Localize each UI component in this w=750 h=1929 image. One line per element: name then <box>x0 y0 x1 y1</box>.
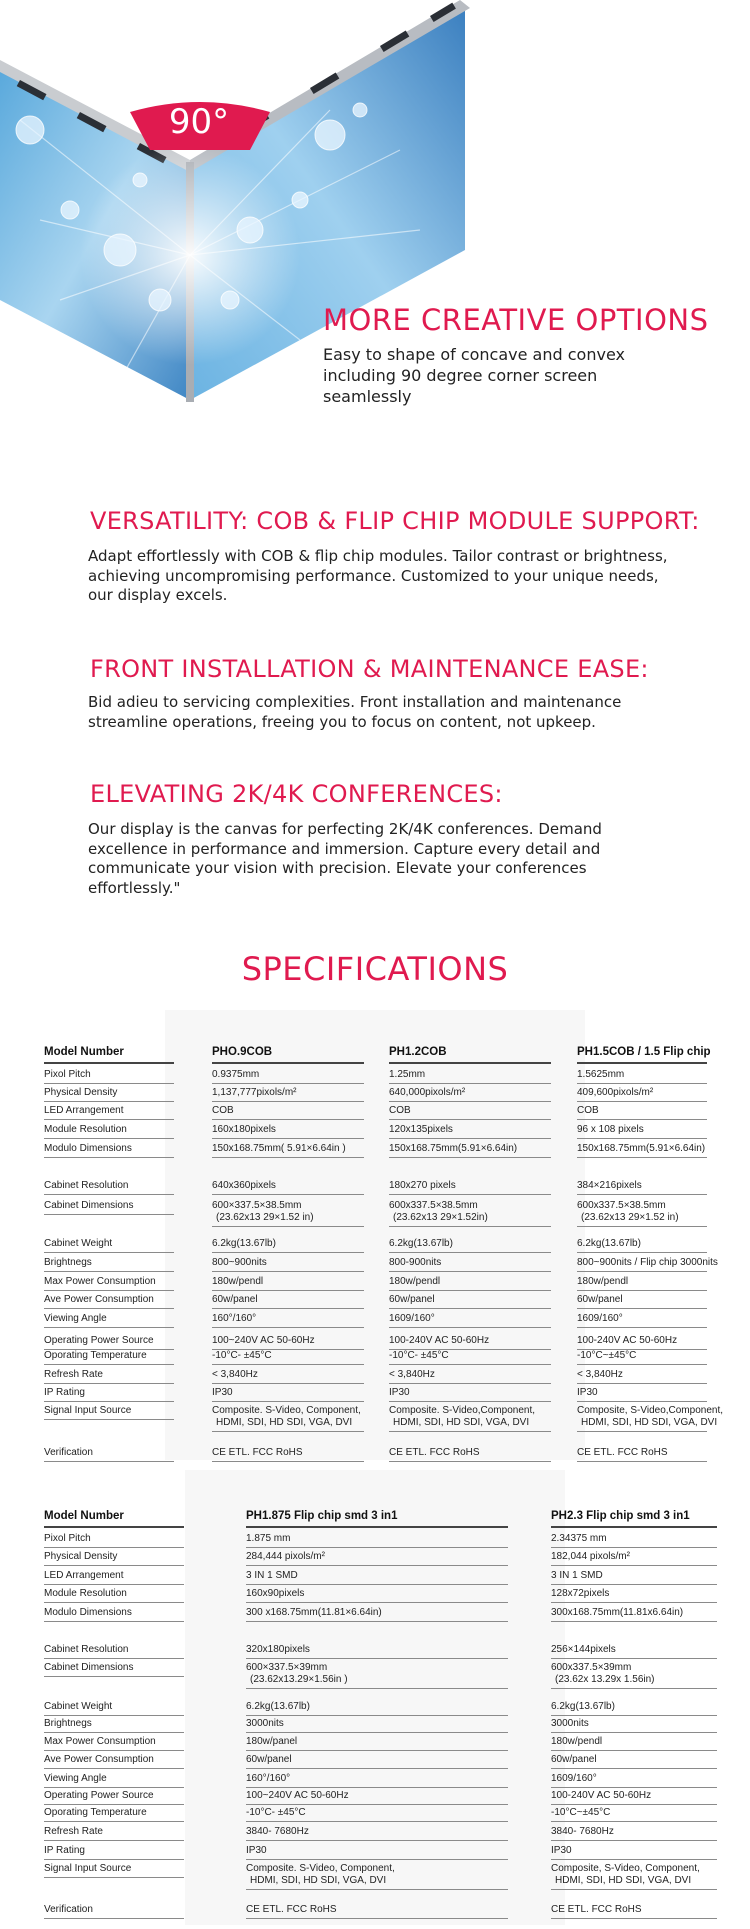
row-rule <box>246 1768 508 1769</box>
row-rule <box>44 1565 184 1566</box>
spec-label: LED Arrangement <box>44 1105 124 1116</box>
spec-value: 1609/160° <box>577 1313 623 1324</box>
spec-label: LED Arrangement <box>44 1570 124 1581</box>
row-rule <box>212 1157 364 1158</box>
spec-value: 6.2kg(13.67lb) <box>246 1701 310 1712</box>
row-rule <box>577 1383 707 1384</box>
spec-label: Cabinet Dimensions <box>44 1200 134 1211</box>
spec-value: 2.34375 mm <box>551 1533 607 1544</box>
row-rule <box>389 1252 551 1253</box>
spec-value: 800-900nits <box>389 1257 442 1268</box>
hero-title: MORE CREATIVE OPTIONS <box>323 303 709 337</box>
spec-value: 0.9375mm <box>212 1069 260 1080</box>
section-body-versatility: Adapt effortlessly with COB & flip chip modules. Tailor contrast or brightness, achieving uncompromising performance. Customized to your unique needs, our display excels. <box>88 547 668 604</box>
row-rule <box>212 1327 364 1328</box>
spec-table-background <box>185 1470 565 1925</box>
spec-value: 256×144pixels <box>551 1644 616 1655</box>
row-rule <box>44 1290 174 1291</box>
spec-value: CE ETL. FCC RoHS <box>246 1904 337 1915</box>
model-header-ph1-875-flip-chip-smd-3-in1: PH1.875 Flip chip smd 3 in1 <box>246 1510 398 1522</box>
row-rule <box>246 1658 508 1659</box>
spec-value: IP30 <box>577 1387 598 1398</box>
row-rule <box>44 1676 184 1677</box>
spec-value: 150x168.75mm(5.91×6.64in) <box>577 1143 706 1154</box>
spec-value: 96 x 108 pixels <box>577 1124 644 1135</box>
spec-value: (23.62x13.29×1.56in ) <box>250 1674 348 1685</box>
spec-value: 60w/panel <box>389 1294 435 1305</box>
model-number-header: Model Number <box>44 1510 124 1522</box>
row-rule <box>44 1715 184 1716</box>
spec-value: HDMI, SDI, HD SDI, VGA, DVI <box>393 1417 530 1428</box>
spec-value: 300x168.75mm(11.81x6.64in) <box>551 1607 684 1618</box>
spec-value: < 3,840Hz <box>212 1369 258 1380</box>
row-rule <box>212 1461 364 1462</box>
row-rule <box>389 1194 551 1195</box>
spec-label: Physical Density <box>44 1551 118 1562</box>
row-rule <box>389 1271 551 1272</box>
spec-value: 3000nits <box>246 1718 284 1729</box>
hero-section <box>0 0 750 420</box>
spec-value: 1.875 mm <box>246 1533 291 1544</box>
row-rule <box>577 1271 707 1272</box>
row-rule <box>44 1621 184 1622</box>
spec-value: 1609/160° <box>389 1313 435 1324</box>
row-rule <box>246 1584 508 1585</box>
spec-value: 600×337.5×39mm <box>246 1662 328 1673</box>
row-rule <box>551 1658 717 1659</box>
row-rule <box>551 1584 717 1585</box>
spec-value: 1.25mm <box>389 1069 426 1080</box>
spec-value: 3840- 7680Hz <box>551 1826 614 1837</box>
hero-description: Easy to shape of concave and convex including 90 degree corner screen seamlessly <box>323 345 625 406</box>
row-rule <box>44 1859 184 1860</box>
specifications-title: SPECIFICATIONS <box>241 950 509 988</box>
spec-value: CE ETL. FCC RoHS <box>577 1447 668 1458</box>
row-rule <box>577 1138 707 1139</box>
row-rule <box>246 1859 508 1860</box>
row-rule <box>44 1214 174 1215</box>
row-rule <box>44 1750 184 1751</box>
spec-value: 100-240V AC 50-60Hz <box>389 1335 490 1346</box>
row-rule <box>389 1157 551 1158</box>
spec-value: -10°C- ±45°C <box>246 1807 306 1818</box>
spec-value: 409,600pixols/m² <box>577 1087 654 1098</box>
spec-label: IP Rating <box>44 1845 85 1856</box>
spec-value: IP30 <box>246 1845 267 1856</box>
spec-label: Modulo Dimensions <box>44 1607 132 1618</box>
row-rule <box>551 1547 717 1548</box>
row-rule <box>577 1461 707 1462</box>
row-rule <box>389 1083 551 1084</box>
row-rule <box>246 1750 508 1751</box>
row-rule <box>577 1101 707 1102</box>
spec-label: Cabinet Resolution <box>44 1644 129 1655</box>
header-rule <box>44 1062 174 1064</box>
spec-value: -10°C~±45°C <box>577 1350 637 1361</box>
row-rule <box>389 1364 551 1365</box>
spec-value: 60w/panel <box>246 1754 292 1765</box>
header-rule <box>44 1526 184 1528</box>
row-rule <box>577 1252 707 1253</box>
spec-value: 640,000pixols/m² <box>389 1087 466 1098</box>
row-rule <box>44 1732 184 1733</box>
row-rule <box>44 1584 184 1585</box>
row-rule <box>389 1226 551 1227</box>
spec-value: 1.5625mm <box>577 1069 625 1080</box>
spec-value: 6.2kg(13.67lb) <box>577 1238 641 1249</box>
spec-label: Signal Input Source <box>44 1863 132 1874</box>
row-rule <box>212 1431 364 1432</box>
spec-value: 150x168.75mm( 5.91×6.64in ) <box>212 1143 346 1154</box>
spec-value: 800~900nits / Flip chip 3000nits <box>577 1257 718 1268</box>
row-rule <box>551 1787 717 1788</box>
spec-value: 384×216pixels <box>577 1180 642 1191</box>
spec-value: 60w/panel <box>577 1294 623 1305</box>
spec-value: CE ETL. FCC RoHS <box>212 1447 303 1458</box>
spec-value: 150x168.75mm(5.91×6.64in) <box>389 1143 518 1154</box>
spec-value: 3 IN 1 SMD <box>551 1570 603 1581</box>
row-rule <box>577 1308 707 1309</box>
spec-value: 180w/panel <box>246 1736 298 1747</box>
spec-label: Verification <box>44 1447 93 1458</box>
spec-label: Oporating Temperature <box>44 1807 147 1818</box>
spec-label: Oporating Temperature <box>44 1350 147 1361</box>
section-title-conferences: ELEVATING 2K/4K CONFERENCES: <box>90 780 503 808</box>
spec-value: 180w/pendl <box>389 1276 441 1287</box>
row-rule <box>246 1732 508 1733</box>
row-rule <box>389 1290 551 1291</box>
spec-value: 120x135pixels <box>389 1124 453 1135</box>
row-rule <box>212 1138 364 1139</box>
spec-value: Composite. S-Video, Component, <box>246 1863 395 1874</box>
row-rule <box>577 1083 707 1084</box>
spec-label: Modulo Dimensions <box>44 1143 132 1154</box>
row-rule <box>44 1840 184 1841</box>
spec-value: 640x360pixels <box>212 1180 276 1191</box>
spec-value: (23.62x13 29×1.52in) <box>393 1212 488 1223</box>
row-rule <box>44 1327 174 1328</box>
row-rule <box>44 1787 184 1788</box>
row-rule <box>212 1271 364 1272</box>
spec-value: 180w/pendl <box>551 1736 603 1747</box>
row-rule <box>551 1859 717 1860</box>
spec-value: 600x337.5×38.5mm <box>389 1200 478 1211</box>
spec-label: Cabinet Weight <box>44 1238 113 1249</box>
angle-badge: 90° <box>168 102 230 142</box>
spec-value: 128x72pixels <box>551 1588 610 1599</box>
row-rule <box>246 1804 508 1805</box>
spec-value: HDMI, SDI, HD SDI, VGA, DVI <box>216 1417 353 1428</box>
row-rule <box>551 1768 717 1769</box>
row-rule <box>44 1119 174 1120</box>
spec-value: IP30 <box>212 1387 233 1398</box>
spec-value: 100-240V AC 50-60Hz <box>577 1335 678 1346</box>
row-rule <box>246 1621 508 1622</box>
spec-value: 160x90pixels <box>246 1588 305 1599</box>
spec-value: 6.2kg(13.67lb) <box>551 1701 615 1712</box>
row-rule <box>577 1119 707 1120</box>
row-rule <box>577 1290 707 1291</box>
spec-value: 180w/pendl <box>577 1276 629 1287</box>
spec-value: CE ETL. FCC RoHS <box>551 1904 642 1915</box>
section-body-conferences: Our display is the canvas for perfecting 2K/4K conferences. Demand excellence in performance and immersion. Capture every detail and communicate your vision with precision. Elevate your conferences effortlessly." <box>88 820 602 897</box>
spec-value: 182,044 pixols/m² <box>551 1551 630 1562</box>
spec-value: (23.62x13 29×1.52 in) <box>581 1212 679 1223</box>
row-rule <box>551 1804 717 1805</box>
row-rule <box>551 1732 717 1733</box>
row-rule <box>44 1138 174 1139</box>
spec-value: 600x337.5×38.5mm <box>577 1200 666 1211</box>
row-rule <box>44 1547 184 1548</box>
row-rule <box>246 1918 508 1919</box>
spec-value: 160x180pixels <box>212 1124 276 1135</box>
spec-value: 6.2kg(13.67lb) <box>212 1238 276 1249</box>
row-rule <box>44 1877 184 1878</box>
row-rule <box>212 1290 364 1291</box>
spec-value: HDMI, SDI, HD SDI, VGA, DVI <box>250 1875 387 1886</box>
row-rule <box>212 1226 364 1227</box>
row-rule <box>44 1419 174 1420</box>
spec-value: 3000nits <box>551 1718 589 1729</box>
header-rule <box>212 1062 364 1064</box>
spec-label: Viewing Angle <box>44 1313 107 1324</box>
spec-label: Ave Power Consumption <box>44 1754 154 1765</box>
row-rule <box>44 1308 174 1309</box>
row-rule <box>44 1821 184 1822</box>
spec-label: IP Rating <box>44 1387 85 1398</box>
row-rule <box>212 1194 364 1195</box>
section-body-front-installation: Bid adieu to servicing complexities. Front installation and maintenance streamline operations, freeing you to focus on content, not upkeep. <box>88 693 622 731</box>
row-rule <box>212 1252 364 1253</box>
model-header-ph2-3-flip-chip-smd-3-in1: PH2.3 Flip chip smd 3 in1 <box>551 1510 690 1522</box>
row-rule <box>577 1194 707 1195</box>
row-rule <box>389 1101 551 1102</box>
row-rule <box>44 1401 174 1402</box>
row-rule <box>551 1565 717 1566</box>
spec-label: Refresh Rate <box>44 1369 103 1380</box>
row-rule <box>246 1889 508 1890</box>
spec-label: Cabinet Resolution <box>44 1180 129 1191</box>
spec-value: IP30 <box>551 1845 572 1856</box>
spec-value: 1,137,777pixols/m² <box>212 1087 297 1098</box>
row-rule <box>551 1688 717 1689</box>
spec-label: Pixol Pitch <box>44 1069 91 1080</box>
spec-label: Operating Power Source <box>44 1790 154 1801</box>
spec-value: 3 IN 1 SMD <box>246 1570 298 1581</box>
row-rule <box>246 1565 508 1566</box>
spec-label: Ave Power Consumption <box>44 1294 154 1305</box>
spec-label: Max Power Consumption <box>44 1736 156 1747</box>
spec-value: 180x270 pixels <box>389 1180 456 1191</box>
row-rule <box>389 1401 551 1402</box>
row-rule <box>389 1119 551 1120</box>
row-rule <box>246 1840 508 1841</box>
row-rule <box>246 1602 508 1603</box>
row-rule <box>551 1889 717 1890</box>
row-rule <box>44 1101 174 1102</box>
spec-label: Physical Density <box>44 1087 118 1098</box>
row-rule <box>389 1431 551 1432</box>
header-rule <box>246 1526 508 1528</box>
spec-label: Max Power Consumption <box>44 1276 156 1287</box>
spec-label: Brightnegs <box>44 1718 92 1729</box>
row-rule <box>44 1157 174 1158</box>
spec-label: Signal Input Source <box>44 1405 132 1416</box>
row-rule <box>551 1750 717 1751</box>
spec-value: 300 x168.75mm(11.81×6.64in) <box>246 1607 382 1618</box>
spec-value: 1609/160° <box>551 1773 597 1784</box>
row-rule <box>44 1602 184 1603</box>
spec-value: 100~240V AC 50-60Hz <box>212 1335 315 1346</box>
row-rule <box>212 1083 364 1084</box>
row-rule <box>551 1918 717 1919</box>
spec-value: Composite. S-Video,Component, <box>389 1405 536 1416</box>
spec-value: -10°C- ±45°C <box>212 1350 272 1361</box>
row-rule <box>551 1621 717 1622</box>
model-header-pho-9cob: PHO.9COB <box>212 1046 273 1058</box>
spec-value: 600×337.5×38.5mm <box>212 1200 302 1211</box>
row-rule <box>246 1787 508 1788</box>
spec-value: 800~900nits <box>212 1257 267 1268</box>
row-rule <box>389 1327 551 1328</box>
spec-value: Composite, S-Video,Component, <box>577 1405 724 1416</box>
row-rule <box>212 1383 364 1384</box>
row-rule <box>44 1804 184 1805</box>
row-rule <box>577 1431 707 1432</box>
spec-value: HDMI, SDI, HD SDI, VGA, DVI <box>581 1417 718 1428</box>
row-rule <box>44 1252 174 1253</box>
row-rule <box>551 1602 717 1603</box>
spec-value: 160°/160° <box>212 1313 257 1324</box>
header-rule <box>389 1062 551 1064</box>
row-rule <box>212 1401 364 1402</box>
row-rule <box>212 1308 364 1309</box>
header-rule <box>551 1526 717 1528</box>
row-rule <box>44 1271 174 1272</box>
spec-label: Brightnegs <box>44 1257 92 1268</box>
row-rule <box>44 1194 174 1195</box>
model-header-ph1-2cob: PH1.2COB <box>389 1046 447 1058</box>
spec-value: 100-240V AC 50-60Hz <box>551 1790 652 1801</box>
spec-value: (23.62x 13.29x 1.56in) <box>555 1674 655 1685</box>
spec-value: 100~240V AC 50-60Hz <box>246 1790 349 1801</box>
row-rule <box>212 1364 364 1365</box>
section-title-front-installation: FRONT INSTALLATION & MAINTENANCE EASE: <box>90 655 649 683</box>
header-rule <box>577 1062 707 1064</box>
spec-value: 60w/panel <box>551 1754 597 1765</box>
row-rule <box>246 1688 508 1689</box>
spec-value: < 3,840Hz <box>577 1369 623 1380</box>
spec-value: 320x180pixels <box>246 1644 310 1655</box>
row-rule <box>389 1138 551 1139</box>
row-rule <box>44 1768 184 1769</box>
spec-label: Operating Power Source <box>44 1335 154 1346</box>
spec-label: Module Resolution <box>44 1588 127 1599</box>
row-rule <box>212 1119 364 1120</box>
row-rule <box>577 1364 707 1365</box>
row-rule <box>246 1821 508 1822</box>
spec-value: 3840- 7680Hz <box>246 1826 309 1837</box>
spec-label: Pixol Pitch <box>44 1533 91 1544</box>
spec-value: -10°C- ±45°C <box>389 1350 449 1361</box>
spec-value: COB <box>389 1105 411 1116</box>
spec-value: 600x337.5×39mm <box>551 1662 632 1673</box>
row-rule <box>212 1101 364 1102</box>
row-rule <box>44 1083 174 1084</box>
spec-label: Module Resolution <box>44 1124 127 1135</box>
spec-value: HDMI, SDI, HD SDI, VGA, DVI <box>555 1875 692 1886</box>
row-rule <box>389 1461 551 1462</box>
spec-value: COB <box>577 1105 599 1116</box>
spec-value: -10°C~±45°C <box>551 1807 611 1818</box>
spec-value: < 3,840Hz <box>389 1369 435 1380</box>
spec-value: (23.62x13 29×1.52 in) <box>216 1212 314 1223</box>
row-rule <box>246 1547 508 1548</box>
spec-value: COB <box>212 1105 234 1116</box>
spec-value: 284,444 pixols/m² <box>246 1551 325 1562</box>
row-rule <box>44 1461 174 1462</box>
spec-label: Viewing Angle <box>44 1773 107 1784</box>
row-rule <box>577 1157 707 1158</box>
row-rule <box>389 1383 551 1384</box>
spec-value: 6.2kg(13.67lb) <box>389 1238 453 1249</box>
spec-label: Verification <box>44 1904 93 1915</box>
spec-value: 160°/160° <box>246 1773 291 1784</box>
model-header-ph1-5cob-1-5-flip-chip: PH1.5COB / 1.5 Flip chip <box>577 1046 711 1058</box>
model-number-header: Model Number <box>44 1046 124 1058</box>
spec-value: IP30 <box>389 1387 410 1398</box>
row-rule <box>44 1658 184 1659</box>
spec-value: Composite. S-Video, Component, <box>212 1405 361 1416</box>
row-rule <box>551 1715 717 1716</box>
section-title-versatility: VERSATILITY: COB & FLIP CHIP MODULE SUPPORT: <box>90 507 700 535</box>
row-rule <box>246 1715 508 1716</box>
row-rule <box>44 1383 174 1384</box>
row-rule <box>551 1840 717 1841</box>
row-rule <box>577 1327 707 1328</box>
row-rule <box>577 1226 707 1227</box>
spec-label: Cabinet Weight <box>44 1701 113 1712</box>
row-rule <box>551 1821 717 1822</box>
spec-label: Cabinet Dimensions <box>44 1662 134 1673</box>
spec-value: 60w/panel <box>212 1294 258 1305</box>
spec-value: Composite, S-Video, Component, <box>551 1863 700 1874</box>
row-rule <box>44 1364 174 1365</box>
row-rule <box>389 1308 551 1309</box>
spec-value: 180w/pendl <box>212 1276 264 1287</box>
spec-value: CE ETL. FCC RoHS <box>389 1447 480 1458</box>
row-rule <box>44 1918 184 1919</box>
spec-label: Refresh Rate <box>44 1826 103 1837</box>
row-rule <box>577 1401 707 1402</box>
